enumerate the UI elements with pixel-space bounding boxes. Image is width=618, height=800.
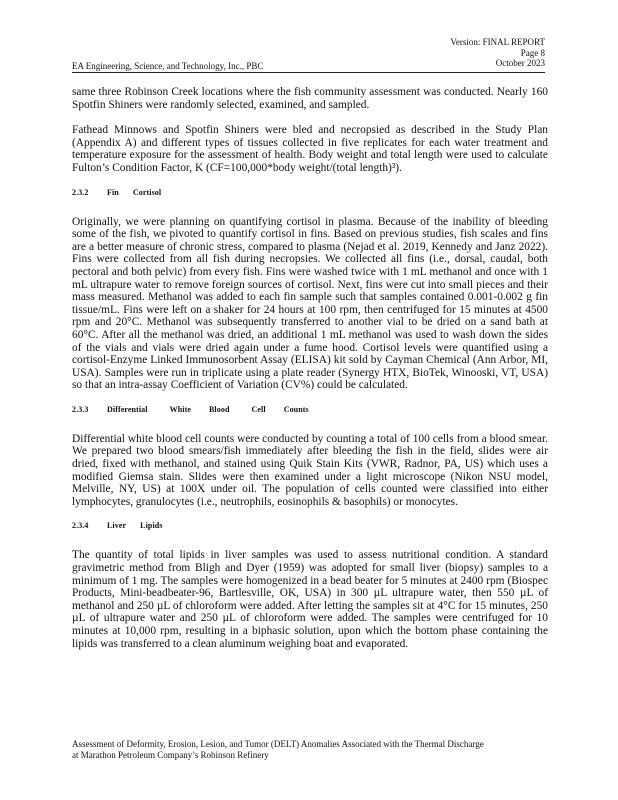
footer-line-2: at Marathon Petroleum Company’s Robinson Refinery (72, 750, 269, 760)
footer-title (72, 739, 552, 761)
company-name: EA Engineering, Science, and Technology, Inc., PBC (72, 61, 264, 71)
report-body (72, 86, 548, 650)
section-heading-liver-lipids: 2.3.4 Liver Lipids (72, 521, 163, 531)
report-date: October 2023 (495, 58, 545, 69)
paragraph-liver-lipids: The quantity of total lipids in liver samples was used to assess nutritional condition. A standard gravimetric method from Bligh and Dyer (1959) was adopted for small liver (biopsy) samples to a minimum of 1 mg. The samples were homogenized in a bead beater for 5 minutes at 2400 rpm (Biospec Products, Mini-beadbeater-96, Bartlesville, OK, USA) in 300 µL ultrapure water, then 550 µL of methanol and 250 µL of chloroform were added. After letting the samples sit at 4°C for 15 minutes, 250 µL of ultrapure water and 250 µL of chloroform were added. The samples were centrifuged for 10 minutes at 10,000 rpm, resulting in a biphasic solution, upon which the bottom phase containing the lipids was transferred to a clean aluminum weighing boat and evaporated. (72, 549, 548, 650)
paragraph-wbc-counts: Differential white blood cell counts were conducted by counting a total of 100 cells from a blood smear. We prepared two blood smears/fish immediately after bleeding the fish in the field, slides were air dried, fixed with methanol, and stained using Quik Stain Kits (VWR, Radnor, PA, US) which uses a modified Giemsa stain. Slides were then examined under a light microscope (Nikon NSU model, Melville, NY, US) at 100X under oil. The population of cells counted were classified into either lymphocytes, granulocytes (i.e., neutrophils, eosinophils & basophils) or monocytes. (72, 432, 548, 508)
section-heading-fin-cortisol: 2.3.2 Fin Cortisol (72, 187, 162, 197)
paragraph-fin-cortisol: Originally, we were planning on quantifying cortisol in plasma. Because of the inability of bleeding some of the fish, we pivoted to quantify cortisol in fins. Based on previous studies, fish scales and fins are a better measure of chronic stress, compared to plasma (Nejad et al. 2019, Kennedy and Janz 2022). Fins were collected from all fish during necropsies. We collected all fins (i.e., dorsal, caudal, both pectoral and both pelvic) from every fish. Fins were washed twice with 1 mL methanol and once with 1 mL ultrapure water to remove foreign sources of cortisol. Next, fins were cut into small pieces and their mass measured. Methanol was added to each fin sample such that samples contained 0.001-0.002 g fin tissue/mL. Fins were left on a shaker for 24 hours at 100 rpm, then centrifuged for 15 minutes at 4500 rpm and 20°C. Methanol was subsequently transferred to another vial to be dried on a sand bath at 60°C. After all the methanol was dried, an additional 1 mL methanol was used to wash down the sides of the vials and vials were dried again under a fume hood. Cortisol levels were quantified using a cortisol-Enzyme Linked Immunosorbent Assay (ELISA) kit sold by Cayman Chemical (Ann Arbor, MI, USA). Samples were run in triplicate using a plate reader (Synergy HTX, BioTek, Winooski, VT, USA) so that an intra-assay Coefficient of Variation (CV%) could be calculated. (72, 215, 548, 392)
paragraph-necropsy: Fathead Minnows and Spotfin Shiners were bled and necropsied as described in the Study Plan (Appendix A) and different types of tissues collected in five replicates for each water treatment and temperature exposure for the assessment of health. Body weight and total length were used to calculate Fulton’s Condition Factor, K (CF=100,000*body weight/(total length)³). (72, 124, 548, 174)
page-number: Page 8 (520, 47, 545, 58)
section-heading-wbc-counts: 2.3.3 Differential White Blood Cell Counts (72, 404, 309, 414)
paragraph-sampling: same three Robinson Creek locations where the fish community assessment was conducted. Nearly 160 Spotfin Shiners were randomly selected, examined, and sampled. (72, 86, 548, 111)
header-meta (450, 37, 545, 69)
footer-line-1: Assessment of Deformity, Erosion, Lesion, and Tumor (DELT) Anomalies Associated with the Thermal Discharge (72, 739, 484, 749)
version-label: Version: FINAL REPORT (450, 37, 545, 47)
header-divider (72, 72, 545, 73)
